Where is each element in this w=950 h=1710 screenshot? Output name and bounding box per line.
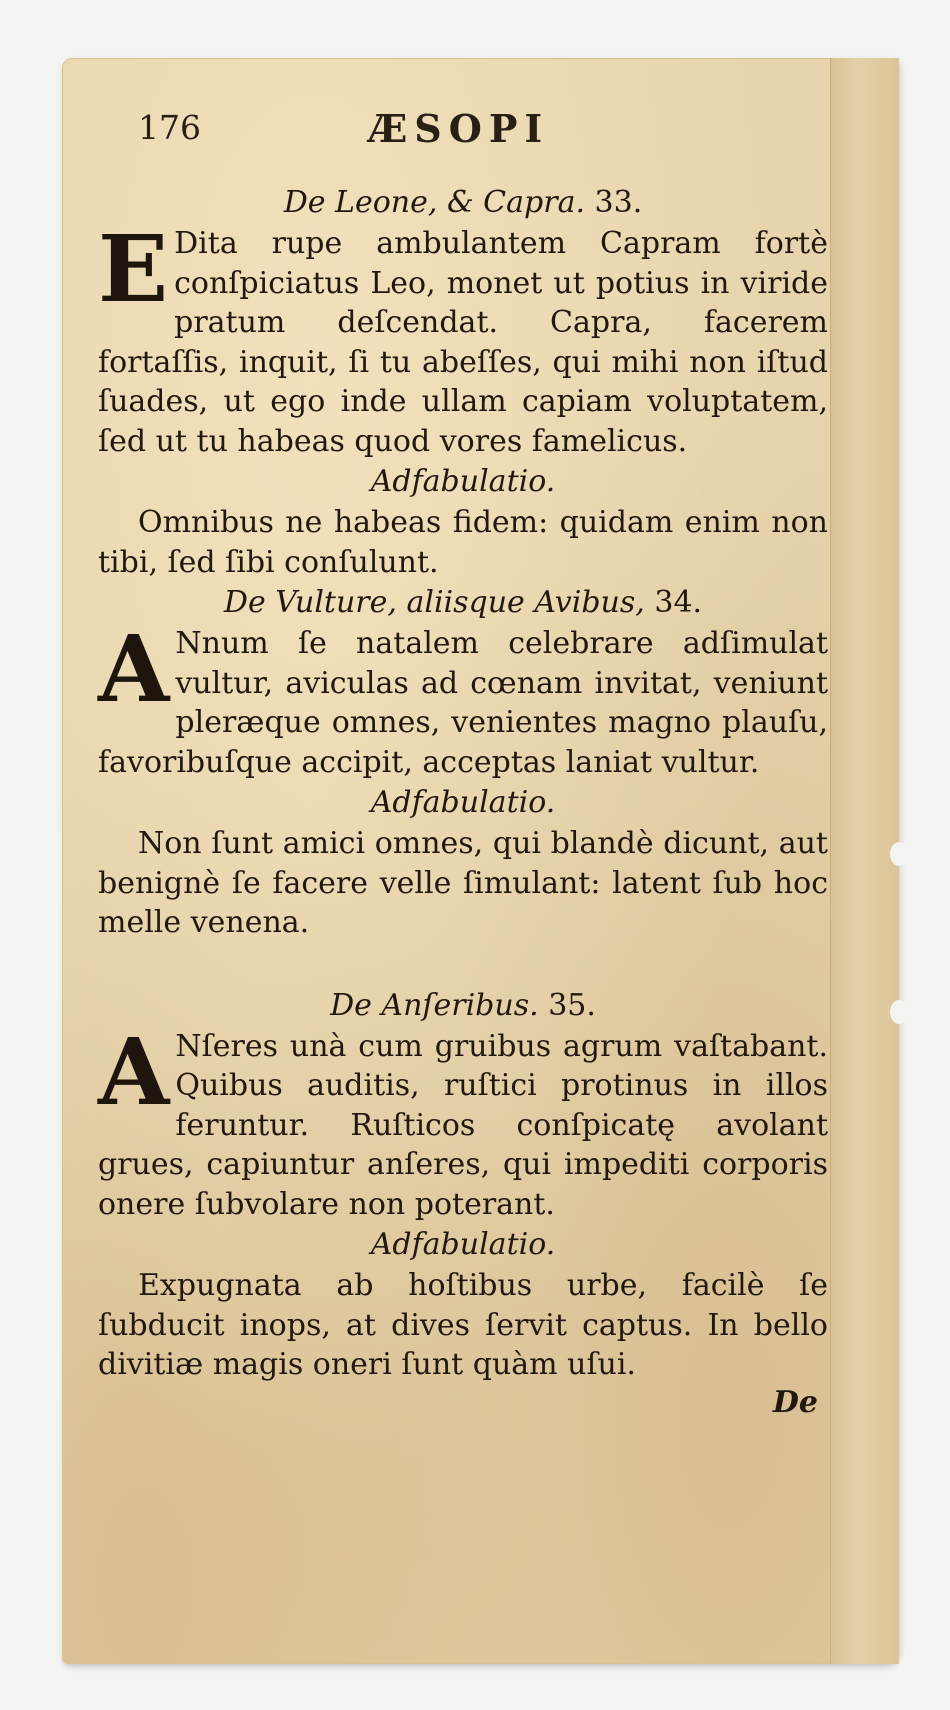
moral-heading: Adfabulatio. — [370, 1227, 556, 1262]
fable-number: 35. — [548, 987, 596, 1023]
page-number: 176 — [138, 108, 201, 147]
moral-heading: Adfabulatio. — [370, 464, 556, 499]
drop-cap: A — [98, 1017, 170, 1126]
drop-cap: E — [98, 215, 169, 323]
running-head: ÆSOPI — [368, 106, 550, 151]
facing-page-edge — [830, 58, 899, 1664]
paper-hole — [890, 1000, 908, 1024]
moral-text: Omnibus ne habeas fidem: quidam enim non tibi, ſed ſibi conſulunt. — [98, 505, 828, 580]
drop-cap: A — [98, 615, 170, 723]
fable-title: De Anſeribus. 35. — [330, 987, 596, 1023]
page-header — [0, 106, 950, 151]
fable-text: A Nſeres unà cum gruibus agrum vaſtabant. Quibus auditis, ruſtici protinus in illos feruntur. Ruſticos conſpicatę avolant grues, capiuntur anſeres, qui impediti corporis onere ſubvolare non poterant. — [98, 1017, 828, 1222]
fable-number: 34. — [654, 585, 703, 620]
page-text — [98, 182, 828, 1421]
fable-title: De Leone, & Capra. 33. — [283, 185, 643, 220]
fable-title: De Vulture, aliisque Avibus, 34. — [223, 585, 703, 620]
moral-text: Expugnata ab hoſtibus urbe, facilè ſe ſubducit inops, at dives ſervit captus. In bello divitiæ magis oneri ſunt quàm uſui. — [98, 1268, 828, 1382]
moral-heading: Adfabulatio. — [370, 785, 556, 820]
fable-number: 33. — [594, 185, 643, 220]
fable-text: E Dita rupe ambulantem Capram fortè conſpiciatus Leo, monet ut potius in viride pratum deſcendat. Capra, facerem fortaſſis, inquit, ſi tu abeſſes, qui mihi non iſtud ſuades, ut ego inde ullam capiam voluptatem, ſed ut tu habeas quod vores famelicus. — [98, 215, 828, 459]
fable-text: A Nnum ſe natalem celebrare adſimulat vultur, aviculas ad cœnam invitat, veniunt pleræque omnes, venientes magno plauſu, favoribuſque accipit, acceptas laniat vultur. — [98, 615, 828, 780]
catchword: De — [772, 1384, 818, 1420]
paper-hole — [890, 842, 908, 866]
moral-text: Non ſunt amici omnes, qui blandè dicunt, aut benignè ſe facere velle ſimulant: latent ſub hoc melle venena. — [98, 826, 828, 940]
